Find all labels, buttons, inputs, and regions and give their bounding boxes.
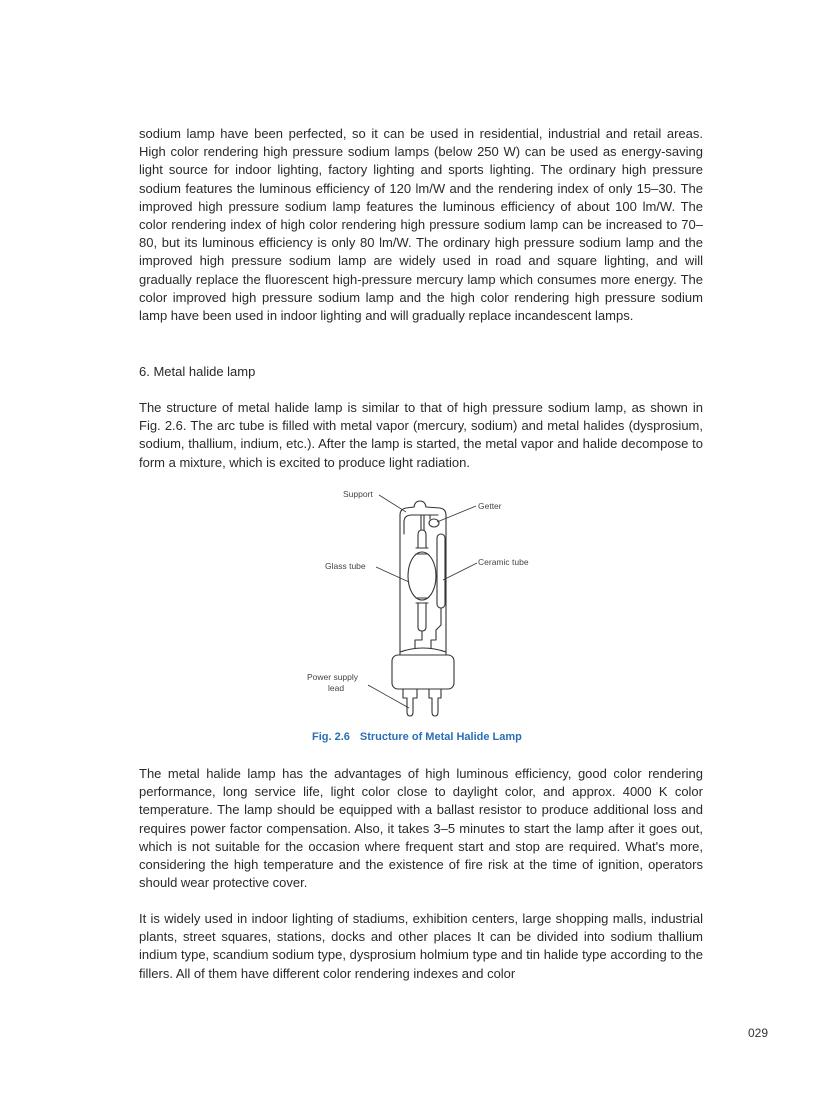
label-power-supply: Power supply <box>307 672 359 682</box>
paragraph-advantages: The metal halide lamp has the advantages of high luminous efficiency, good color rendering performance, long service life, light color close to daylight color, and approx. 4000 K color temperature. The lamp should be equipped with a ballast resistor to produce additional loss and requires power factor compensation. Also, it takes 3–5 minutes to start the lamp after it goes out, which is not suitable for the occasion where frequent start and stop are required. What's more, considering the high temperature and the existence of fire risk at the time of ignition, operators should wear protective cover. <box>139 766 703 891</box>
paragraph-sodium-lamp: sodium lamp have been perfected, so it can be used in residential, industrial and retail areas. High color rendering high pressure sodium lamps (below 250 W) can be used as energy-saving light source for indoor lighting, factory lighting and sports lighting. The ordinary high pressure sodium features the luminous efficiency of 120 lm/W and the rendering index of only 15–30. The improved high pressure sodium lamp features the luminous efficiency of about 100 lm/W. The color rendering index of high color rendering high pressure sodium lamp can be increased to 70–80, but its luminous efficiency is only 80 lm/W. The ordinary high pressure sodium lamp and the improved high pressure sodium lamp are widely used in road and square lighting, and will gradually replace the fluorescent high-pressure mercury lamp which consumes more energy. The color improved high pressure sodium lamp and the high color rendering high pressure sodium lamp have been used in indoor lighting and will gradually replace incandescent lamps. <box>139 126 703 324</box>
paragraph-structure: The structure of metal halide lamp is similar to that of high pressure sodium lamp, as shown in Fig. 2.6. The arc tube is filled with metal vapor (mercury, sodium) and metal halides (dysprosium, sodium, thallium, indium, etc.). After the lamp is started, the metal vapor and halide decompose to form a mixture, which is excited to produce light radiation. <box>139 400 703 470</box>
label-power-supply-lead: lead <box>328 683 345 693</box>
figure-caption <box>312 731 522 743</box>
label-support: Support <box>343 489 373 499</box>
section-heading: 6. Metal halide lamp <box>139 364 256 379</box>
label-getter: Getter <box>478 501 502 511</box>
caption-title: Structure of Metal Halide Lamp <box>359 731 522 743</box>
paragraph-applications: It is widely used in indoor lighting of stadiums, exhibition centers, large shopping malls, industrial plants, street squares, stations, docks and other places It can be divided into sodium thallium indium type, scandium sodium type, dysprosium holmium type and tin halide type according to the fillers. All of them have different color rendering indexes and color <box>139 911 703 981</box>
label-ceramic-tube: Ceramic tube <box>478 557 529 567</box>
label-glass-tube: Glass tube <box>325 561 366 571</box>
metal-halide-lamp-figure <box>300 483 550 723</box>
caption-number: Fig. 2.6 <box>312 731 350 743</box>
page-number: 029 <box>748 1026 769 1040</box>
